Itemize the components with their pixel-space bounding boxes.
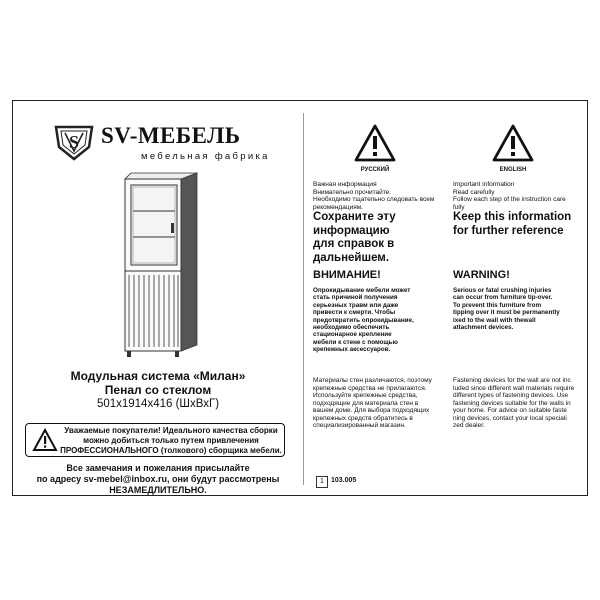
text-line: серьезных травм или даже [313,301,399,309]
russian-warning-title: ВНИМАНИЕ! [313,269,381,281]
russian-warning-text [313,287,453,354]
text-line: for further reference [453,224,564,237]
product-title [23,369,293,412]
text-line: tipping over it must be permanently [453,309,560,317]
text-line: рекомендациям. [313,203,363,211]
text-line: fastening devices suitable for the walls in [453,399,571,407]
text-line: Serious or fatal crushing injuries [453,287,552,294]
text-line: привести к смерти. Чтобы [313,309,396,317]
product-line2: Пенал со стеклом [104,383,212,397]
contact-line3: НЕЗАМЕДЛИТЕЛЬНО. [109,485,207,495]
contact-info [33,463,283,496]
text-line: Read carefully [453,188,495,196]
notice-text: Уважаемые покупатели! Идеального качества сборки можно добиться только путем привлечения ПРОФЕССИОНАЛЬНОГО (толкового) сборщика мебели. [60,426,282,455]
text-line: необходимо обеспечить [313,324,390,332]
text-line: подходящие для материала стен в [313,399,419,407]
text-line: мебели к стене с помощью [313,338,398,346]
cabinet-illustration [113,171,203,361]
text-line: can occur from furniture tip-over. [453,294,553,302]
text-line: Необходимо тщательно следовать всем [313,196,435,203]
text-line: крепежных аксессуаров. [313,346,391,354]
lang-label-english: ENGLISH [499,167,527,173]
product-dimensions: 501х1914х416 (ШхВхГ) [96,398,220,410]
text-line: Important information [453,181,515,188]
contact-line2: по адресу sv-mebel@inbox.ru, они будут рассмотрены [36,474,280,484]
product-line1: Модульная система «Милан» [70,369,246,383]
contact-line1: Все замечания и пожелания присылайте [66,463,250,473]
text-line: дальнейшем. [313,251,390,264]
text-line: Используйте крепежные средства, [313,392,418,399]
russian-fastening [313,377,453,430]
text-line: для справок в [313,238,395,250]
text-line: Fastening devices for the wall are not inc [453,377,571,384]
russian-keep-info [313,211,453,265]
english-warning-title: WARNING! [453,269,510,281]
lang-label-russian: РУССКИЙ [360,167,390,173]
shield-logo-icon [53,121,95,163]
english-warning-text [453,287,585,331]
customer-notice [25,423,285,457]
text-line: специализированный магазин. [313,422,406,429]
text-line: fully [453,203,465,211]
english-info [453,181,583,211]
text-line: ning devices, contact your local speciali [453,414,567,422]
brand-name: SV-МЕБЕЛЬ [101,123,241,148]
text-line: Опрокидывание мебели может [313,287,411,294]
text-line: Сохраните эту [313,211,396,223]
text-line: different types of fastening devices. Use [453,392,569,399]
text-line: крепежные средства не прилагаются. [313,384,427,392]
brand-subtitle: мебельная фабрика [141,151,270,162]
text-line: крепежных средств обратитесь в [313,414,413,422]
text-line: Keep this information [453,211,572,223]
svg-text:S: S [68,132,80,152]
warning-triangle-icon [491,123,535,163]
text-line: ixed to the wall with thewall [453,316,536,324]
text-line: luded since different wall materials require [453,384,575,392]
text-line: Внимательно прочитайте. [313,188,392,196]
text-line: стать причиной получения [313,294,398,302]
text-line: To prevent this furniture from [453,301,542,309]
instruction-sheet [12,100,588,496]
warning-triangle-icon [32,428,58,452]
brand-logo [53,121,273,167]
text-line: Follow each step of the instruction care [453,196,566,203]
text-line: предотвратить опрокидывание, [313,316,414,324]
english-keep-info [453,211,587,238]
text-line: Важная информация [313,181,377,188]
text-line: информацию [313,224,390,237]
text-line: Материалы стен различаются, поэтому [313,377,432,384]
column-divider [303,113,304,485]
english-fastening [453,377,585,430]
document-code: 103.005 [331,477,357,484]
text-line: вашем доме. Для выбора подходящих [313,407,430,414]
text-line: attachment devices. [453,324,514,332]
text-line: your home. For advice on suitable faste [453,407,567,414]
text-line: стационарное крепление [313,331,392,339]
text-line: zed dealer. [453,422,485,429]
russian-info [313,181,453,211]
page-number: 1 [316,476,328,488]
warning-triangle-icon [353,123,397,163]
